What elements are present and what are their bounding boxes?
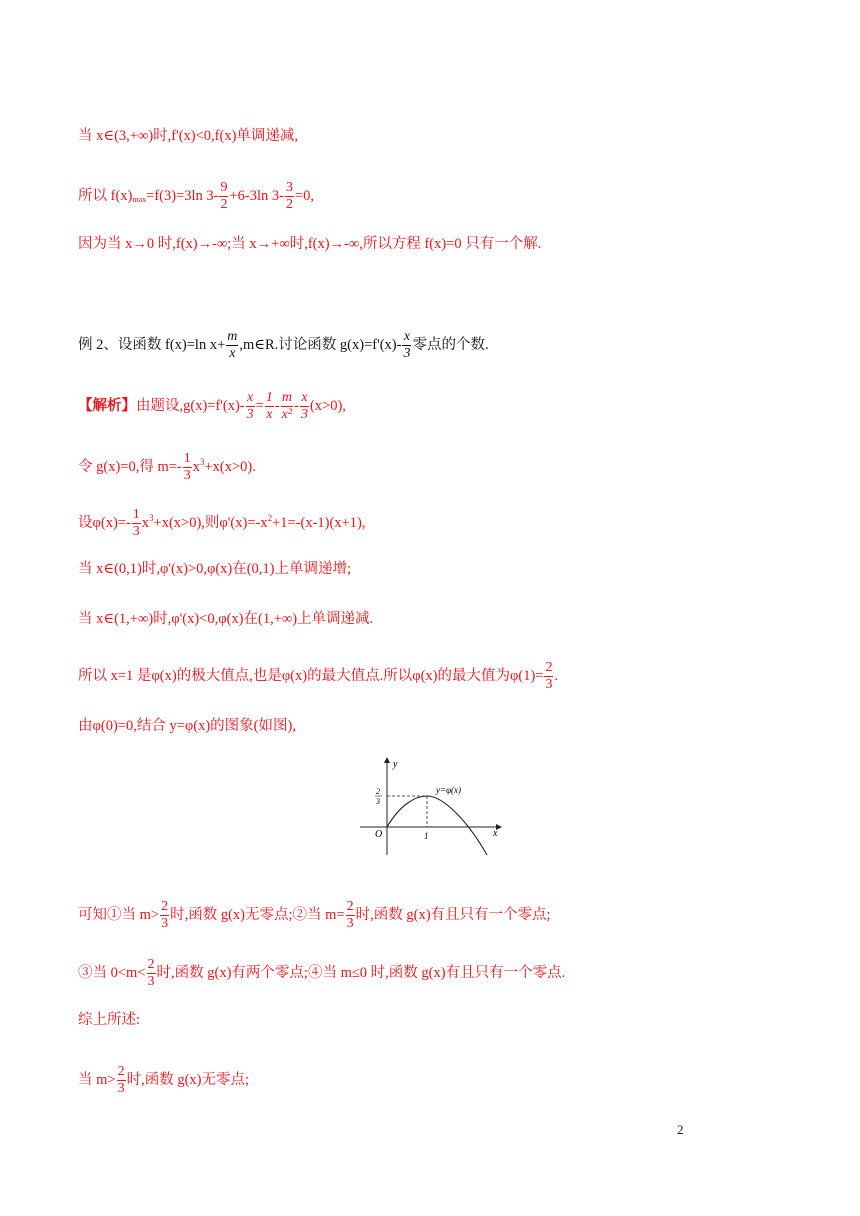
line-text: 当 x∈(1,+∞)时,φ'(x)<0,φ(x)在(1,+∞)上单调递减. <box>78 611 374 627</box>
text-line <box>78 390 346 423</box>
line-text: 设φ(x)=- <box>78 514 131 531</box>
line-text: +1=-(x-1)(x+1), <box>272 514 366 531</box>
fraction: $\frac{2}{3}$ <box>545 660 553 692</box>
fraction: $\frac{x}{3}$ <box>403 329 411 361</box>
line-text: 所以 x=1 是φ(x)的极大值点,也是φ(x)的最大值点.所以φ(x)的最大值为φ(1)= <box>78 667 544 684</box>
line-text: 因为当 x→0 时,f(x)→-∞;当 x→+∞时,f(x)→-∞,所以方程 f(x)=0 只有一个解. <box>78 236 542 252</box>
line-text: 令 g(x)=0,得 m=- <box>78 458 182 475</box>
text-line <box>78 507 365 540</box>
line-text: +6-3ln 3- <box>229 187 284 204</box>
line-text: 当 x∈(0,1)时,φ'(x)>0,φ(x)在(0,1)上单调递增; <box>78 561 352 577</box>
line-text: 零点的个数. <box>412 336 489 353</box>
text-line <box>78 451 256 484</box>
fraction: $\frac{1}{x}$ <box>265 390 273 422</box>
page-number: 2 <box>677 1122 684 1137</box>
line-text: 所以 f(x) <box>78 187 133 204</box>
text-line <box>78 716 296 736</box>
function-graph <box>360 755 510 860</box>
line-text: 可知①当 m> <box>78 906 160 923</box>
line-text: +x(x>0),则φ'(x)=-x <box>153 514 268 531</box>
line-text: =f(3)=3ln 3- <box>146 187 219 204</box>
x-tick-label: 1 <box>424 831 429 841</box>
phi-curve <box>387 796 487 855</box>
example-heading <box>78 329 489 362</box>
y-tick-numerator: 2 <box>376 787 380 796</box>
text-line <box>78 1064 249 1097</box>
line-text: 由题设,g(x)=f'(x)- <box>136 397 245 414</box>
line-text: 综上所述: <box>78 1012 141 1028</box>
analysis-tag: 【解析】 <box>78 397 136 414</box>
line-text: 时,函数 g(x)无零点;②当 m= <box>170 906 345 923</box>
text-line <box>78 180 314 213</box>
text-line <box>78 957 565 990</box>
fraction: $\frac{1}{3}$ <box>183 451 191 483</box>
text-line <box>78 234 541 254</box>
line-text: - <box>294 397 299 414</box>
line-text: =0, <box>294 187 315 204</box>
line-text: - <box>274 397 280 414</box>
x-axis-label: x <box>493 828 498 839</box>
y-tick-denominator: 3 <box>376 797 380 806</box>
superscript: 2 <box>267 512 273 523</box>
fraction: $\frac{3}{2}$ <box>285 180 293 212</box>
origin-label: O <box>375 829 383 840</box>
fraction: $\frac{2}{3}$ <box>161 899 169 931</box>
fraction: $\frac{m}{\text{x²}}$ <box>281 390 293 422</box>
y-axis-arrow <box>384 757 390 763</box>
text-line <box>78 660 558 693</box>
fraction: $\frac{2}{3}$ <box>117 1064 125 1096</box>
fraction: $\frac{1}{3}$ <box>132 507 140 539</box>
line-text: (x>0), <box>309 397 346 414</box>
fraction: $\frac{2}{3}$ <box>346 899 354 931</box>
line-text: x <box>141 514 150 531</box>
fraction: $\frac{m}{x}$ <box>227 329 238 361</box>
line-text: 由φ(0)=0,结合 y=φ(x)的图象(如图), <box>78 718 296 734</box>
line-text: = <box>255 397 264 414</box>
line-text: x <box>192 458 200 475</box>
line-text: . <box>554 667 559 684</box>
line-text: 时,函数 g(x)有且只有一个零点; <box>355 906 551 923</box>
subscript: max <box>132 194 147 204</box>
line-text: 例 2、设函数 f(x)=ln x+ <box>78 336 226 353</box>
fraction: $\frac{2}{3}$ <box>147 957 155 989</box>
curve-label: y=φ(x) <box>436 785 462 795</box>
line-text: ③当 0<m< <box>78 964 146 981</box>
superscript: 3 <box>149 512 154 523</box>
line-text: 时,函数 g(x)有两个零点;④当 m≤0 时,函数 g(x)有且只有一个零点. <box>156 964 566 981</box>
text-line <box>78 609 373 629</box>
fraction: $\frac{x}{3}$ <box>300 390 308 422</box>
line-text: 当 m> <box>78 1071 116 1088</box>
text-line <box>78 1010 140 1030</box>
superscript: 3 <box>200 456 205 467</box>
line-text: +x(x>0). <box>204 458 256 475</box>
fraction: $\frac{9}{2}$ <box>220 180 228 212</box>
line-text: ,m∈R.讨论函数 g(x)=f'(x)- <box>239 336 402 353</box>
fraction: $\frac{x}{3}$ <box>246 390 254 422</box>
text-line <box>78 559 351 579</box>
text-line <box>78 899 551 932</box>
text-line <box>78 126 298 146</box>
line-text: 时,函数 g(x)无零点; <box>126 1071 250 1088</box>
line-text: 当 x∈(3,+∞)时,f'(x)<0,f(x)单调递减, <box>78 128 299 144</box>
y-axis-label: y <box>393 759 398 770</box>
